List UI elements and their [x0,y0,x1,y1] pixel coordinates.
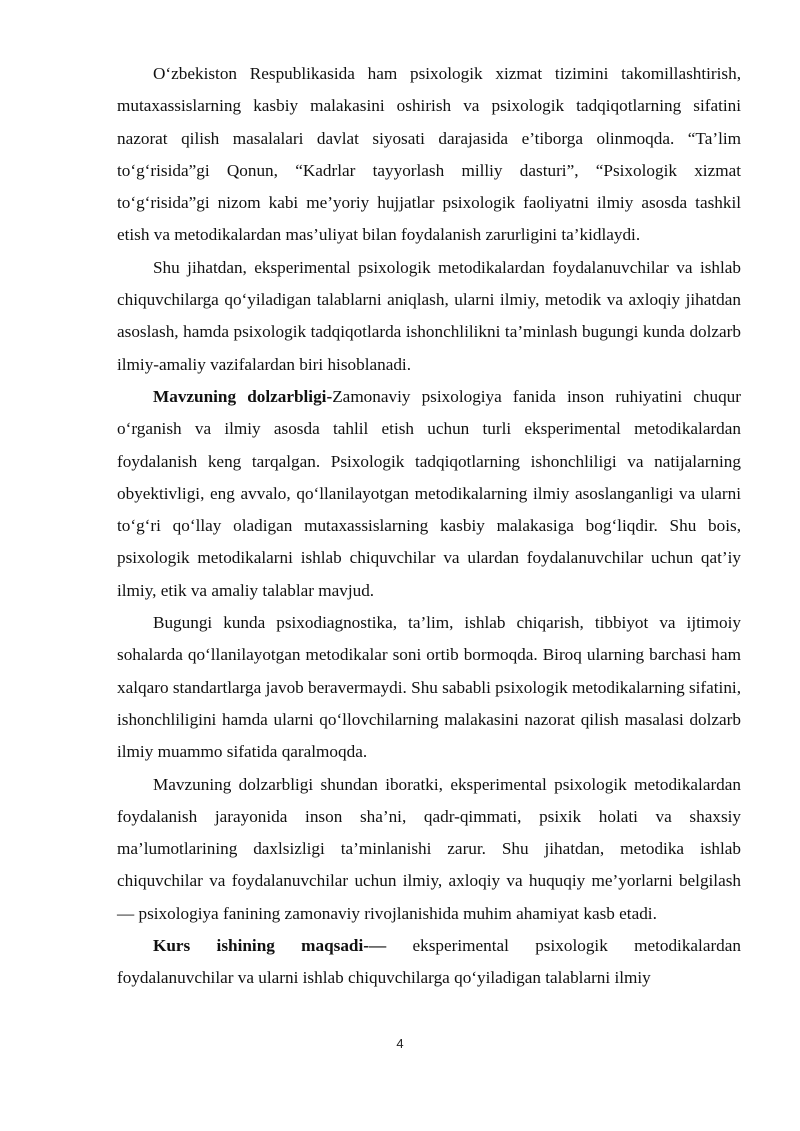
paragraph-3-heading: Mavzuning dolzarbligi- [153,386,333,406]
paragraph-1-text: O‘zbekiston Respublikasida ham psixologik xizmat tizimini takomillashtirish, mutaxassislarning kasbiy malakasini oshirish va psixologik tadqiqotlarning sifatini nazorat qilish masalalari davlat siyosati darajasida e’tiborga olinmoqda. “Ta’lim to‘g‘risida”gi Qonun, “Kadrlar tayyorlash milliy dasturi”, “Psixologik xizmat to‘g‘risida”gi nizom kabi me’yoriy hujjatlar psixologik faoliyatni ilmiy asosda tashkil etish va metodikalardan mas’uliyat bilan foydalanish zarurligini ta’kidlaydi. [117,64,741,245]
paragraph-2 [117,252,741,381]
paragraph-1 [117,58,741,252]
paragraph-4-text: Bugungi kunda psixodiagnostika, ta’lim, ishlab chiqarish, tibbiyot va ijtimoiy sohalarda qo‘llanilayotgan metodikalar soni ortib bormoqda. Biroq ularning barchasi ham xalqaro standartlarga javob beravermaydi. Shu sababli psixologik metodikalarning sifatini, ishonchliligini hamda ularni qo‘llovchilarning malakasini nazorat qilish masalasi dolzarb ilmiy muammo sifatida qaralmoqda. [117,613,742,762]
page-number: 4 [396,1036,404,1051]
paragraph-6-text: eksperimental psixologik metodikalardan foydalanuvchilar va ularni ishlab chiquvchilarga qo‘yiladigan talablarni ilmiy [117,936,741,988]
paragraph-3 [117,381,741,607]
document-page [117,58,741,1078]
paragraph-2-text: Shu jihatdan, eksperimental psixologik metodikalardan foydalanuvchilar va ishlab chiquvchilarga qo‘yiladigan talablarni aniqlash, ularni ilmiy, metodik va axloqiy jihatdan asoslash, hamda psixologik tadqiqotlarda ishonchlilikni ta’minlash bugungi kunda dolzarb ilmiy-amaliy vazifalardan biri hisoblanadi. [117,257,741,374]
paragraph-6 [117,930,741,995]
paragraph-6-heading: Kurs ishining maqsadi-— [153,936,387,956]
paragraph-5 [117,769,741,930]
paragraph-5-text: Mavzuning dolzarbligi shundan iboratki, eksperimental psixologik metodikalardan foydalanish jarayonida inson sha’ni, qadr-qimmati, psixik holati va shaxsiy ma’lumotlarining daxlsizligi ta’minlanishi zarur. Shu jihatdan, metodika ishlab chiquvchilar va foydalanuvchilar uchun ilmiy, axloqiy va huquqiy me’yorlarni belgilash — psixologiya fanining zamonaviy rivojlanishida muhim ahamiyat kasb etadi. [117,774,741,923]
paragraph-3-text: Zamonaviy psixologiya fanida inson ruhiyatini chuqur o‘rganish va ilmiy asosda tahlil etish uchun turli eksperimental metodikalardan foydalanish keng tarqalgan. Psixologik tadqiqotlarning ishonchliligi va natijalarning obyektivligi, eng avvalo, qo‘llanilayotgan metodikalarning ilmiy asoslanganligi va ularni to‘g‘ri qo‘llay oladigan mutaxassislarning kasbiy malakasiga bog‘liqdir. Shu bois, psixologik metodikalarni ishlab chiquvchilar va ulardan foydalanuvchilar uchun qat’iy ilmiy, etik va amaliy talablar mavjud. [117,386,741,600]
paragraph-4 [117,607,741,768]
